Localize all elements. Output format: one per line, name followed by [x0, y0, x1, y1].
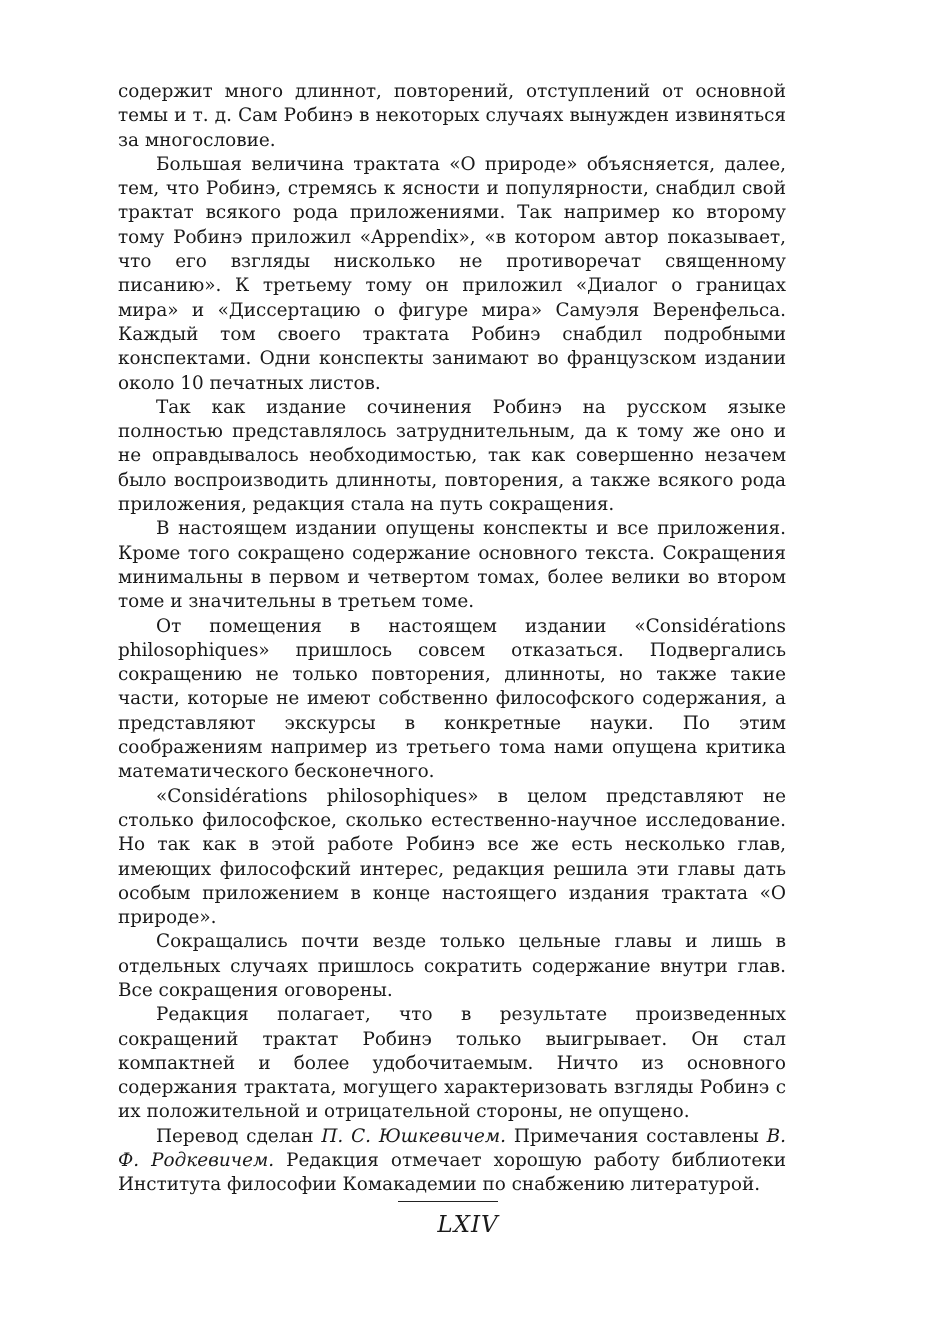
paragraph-9-credits	[118, 1125, 786, 1198]
page-number: LXIV	[437, 1212, 499, 1238]
paragraph-4-text: В настоящем издании опущены конспекты и все приложения. Кроме того сокращено содержание основного текста. Сокращения минимальны в первом и четвертом томах, более велики во втором томе и значительны в третьем томе.	[118, 518, 786, 613]
paragraph-1-text: содержит много длиннот, повторений, отступлений от основной темы и т. д. Сам Робинэ в некоторых случаях вынужден извиняться за многословие.	[118, 81, 786, 151]
paragraph-6-text: «Considérations philosophiques» в целом представляют не столько философское, сколько естественно-научное исследование. Но так как в этой работе Робинэ все же есть несколько глав, имеющих философский интерес, редакция решила эти главы дать особым приложением в конце настоящего издания трактата «О природе».	[118, 785, 786, 929]
paragraph-3-text: Так как издание сочинения Робинэ на русском языке полностью представлялось затруднительным, да к тому же оно и не оправдывалось необходимостью, так как совершенно незачем было воспроизводить длинноты, повторения, а также всякого рода приложения, редакция стала на путь сокращения.	[118, 396, 786, 516]
paragraph-5-text: От помещения в настоящем издании «Considérations philosophiques» пришлось совсем отказаться. Подвергались сокращению не только повторения, длинноты, но также такие части, которые не имеют собственно философского содержания, а представляют экскурсы в конкретные науки. По этим соображениям например из третьего тома нами опущена критика математического бесконечного.	[118, 615, 786, 783]
paragraph-2	[118, 153, 786, 396]
paragraph-8-text: Редакция полагает, что в результате произведенных сокращений трактат Робинэ только выигрывает. Он стал компактней и более удобочитаемым. Ничто из основного содержания трактата, могущего характеризовать взгляды Робинэ с их положительной и отрицательной стороны, не опущено.	[118, 1004, 786, 1123]
paragraph-1	[118, 80, 786, 153]
credits-text-3: Редакция отмечает хорошую работу библиотеки Института философии Комакадемии по снабжению литературой.	[118, 1150, 786, 1196]
paragraph-7-text: Сокращались почти везде только цельные главы и лишь в отдельных случаях пришлось сократить содержание внутри глав. Все сокращения оговорены.	[118, 931, 786, 1001]
paragraph-2-text: Большая величина трактата «О природе» объясняется, далее, тем, что Робинэ, стремясь к ясности и популярности, снабдил свой трактат всякого рода приложениями. Так например ко второму тому Робинэ приложил «Appendix», «в котором автор показывает, что его взгляды нисколько не противоречат священному писанию». К третьему тому он приложил «Диалог о границах мира» и «Диссертацию о фигуре мира» Самуэля Веренфельса. Каждый том своего трактата Робинэ снабдил подробными конспектами. Одни конспекты занимают во французском издании около 10 печатных листов.	[118, 153, 786, 394]
translator-name: П. С. Юшкевичем.	[321, 1125, 507, 1147]
paragraph-7	[118, 930, 786, 1003]
credits-text-2: Примечания составлены	[506, 1125, 767, 1147]
credits-text-1: Перевод сделан	[156, 1125, 322, 1147]
paragraph-5	[118, 615, 786, 785]
paragraph-8	[118, 1003, 786, 1124]
page-body	[118, 80, 786, 1198]
annotator-name: В. Ф. Родкевичем.	[118, 1125, 786, 1172]
paragraph-6	[118, 785, 786, 931]
paragraph-3	[118, 396, 786, 517]
paragraph-4	[118, 517, 786, 614]
footer-rule	[398, 1201, 498, 1202]
